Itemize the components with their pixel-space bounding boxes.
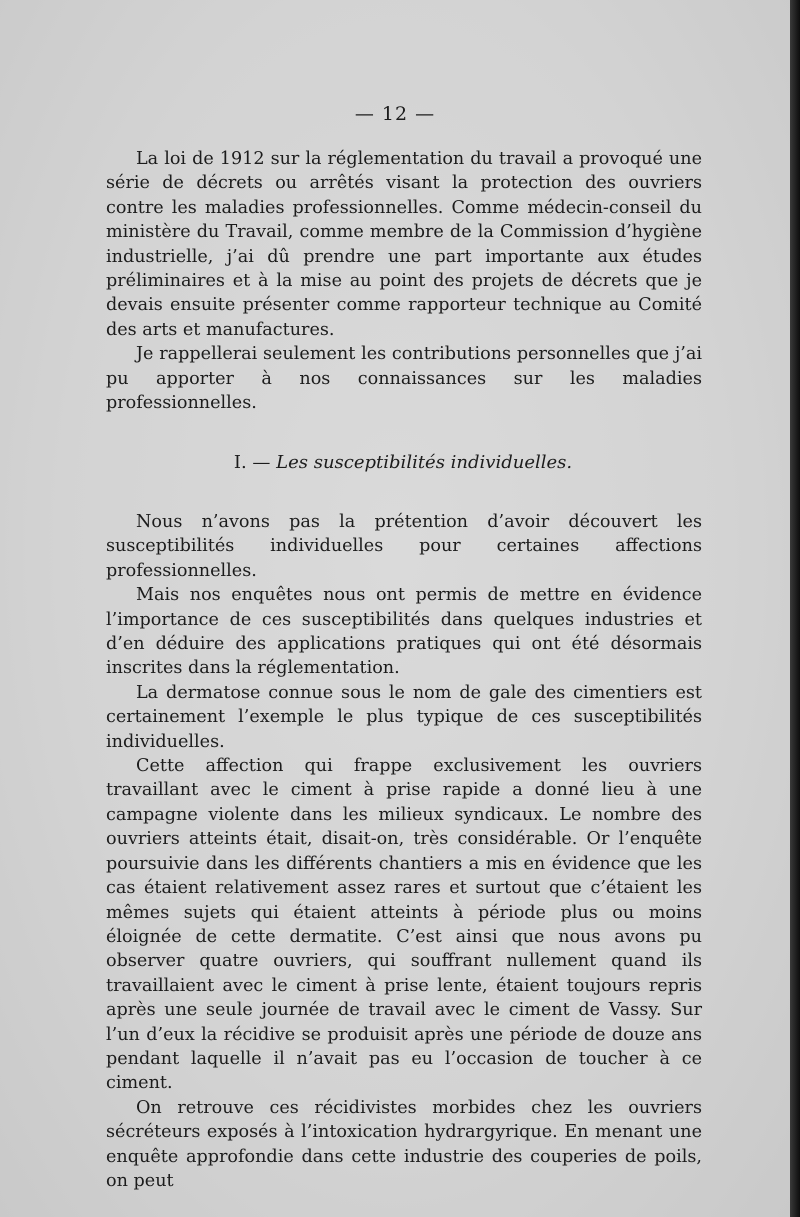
page-edge-shadow (790, 0, 800, 1217)
paragraph: On retrouve ces récidivistes morbides chez les ouvriers sécréteurs exposés à l’intoxication hydrargyrique. En menant une enquête approfondie dans cette industrie des couperies de poils, on peut (106, 1097, 702, 1191)
paragraph: Mais nos enquêtes nous ont permis de mettre en évidence l’importance de ces susceptibilités dans quelques industries et d’en déduire des applications pratiques qui ont été désormais inscrites dans la réglementation. (106, 585, 702, 679)
paragraph: Cette affection qui frappe exclusivement les ouvriers travaillant avec le ciment à prise rapide a donné lieu à une campagne violente dans les milieux syndicaux. Le nombre des ouvriers atteints était, disait-on, très considérable. Or l’enquête poursuivie dans les différents chantiers a mis en évidence que les cas étaient relativement assez rares et surtout que c’étaient les mêmes sujets qui étaient atteints à période plus ou moins éloignée de cette dermatite. C’est ainsi que nous avons pu observer quatre ouvriers, qui souffrant nullement quand ils travaillaient avec le ciment à prise lente, étaient toujours repris après une seule journée de travail avec le ciment de Vassy. Sur l’un d’eux la récidive se produisit après une période de douze ans pendant laquelle il n’avait pas eu l’occasion de toucher à ce ciment. (106, 756, 702, 1094)
paragraph: Je rappellerai seulement les contributions personnelles que j’ai pu apporter à nos connaissances sur les maladies professionnelles. (106, 344, 702, 414)
page-number: — 12 — (354, 103, 436, 125)
section-text (106, 510, 702, 1193)
section-title: Les susceptibilités individuelles. (276, 452, 573, 473)
paragraph: Nous n’avons pas la prétention d’avoir découvert les susceptibilités individuelles pour certaines affections professionnelles. (106, 512, 702, 581)
section-heading (0, 452, 790, 473)
section-numeral: I. — (233, 452, 271, 473)
paragraph: La loi de 1912 sur la réglementation du travail a provoqué une série de décrets ou arrêtés visant la protection des ouvriers contre les maladies professionnelles. Comme médecin-conseil du ministère du Travail, comme membre de la Commission d’hygiène industrielle, j’ai dû prendre une part importante aux études préliminaires et à la mise au point des projets de décrets que je devais ensuite présenter comme rapporteur technique au Comité des arts et manufactures. (106, 149, 702, 340)
intro-text (106, 147, 702, 415)
paragraph: La dermatose connue sous le nom de gale des cimentiers est certainement l’exemple le plus typique de ces susceptibilités individuelles. (106, 682, 702, 752)
